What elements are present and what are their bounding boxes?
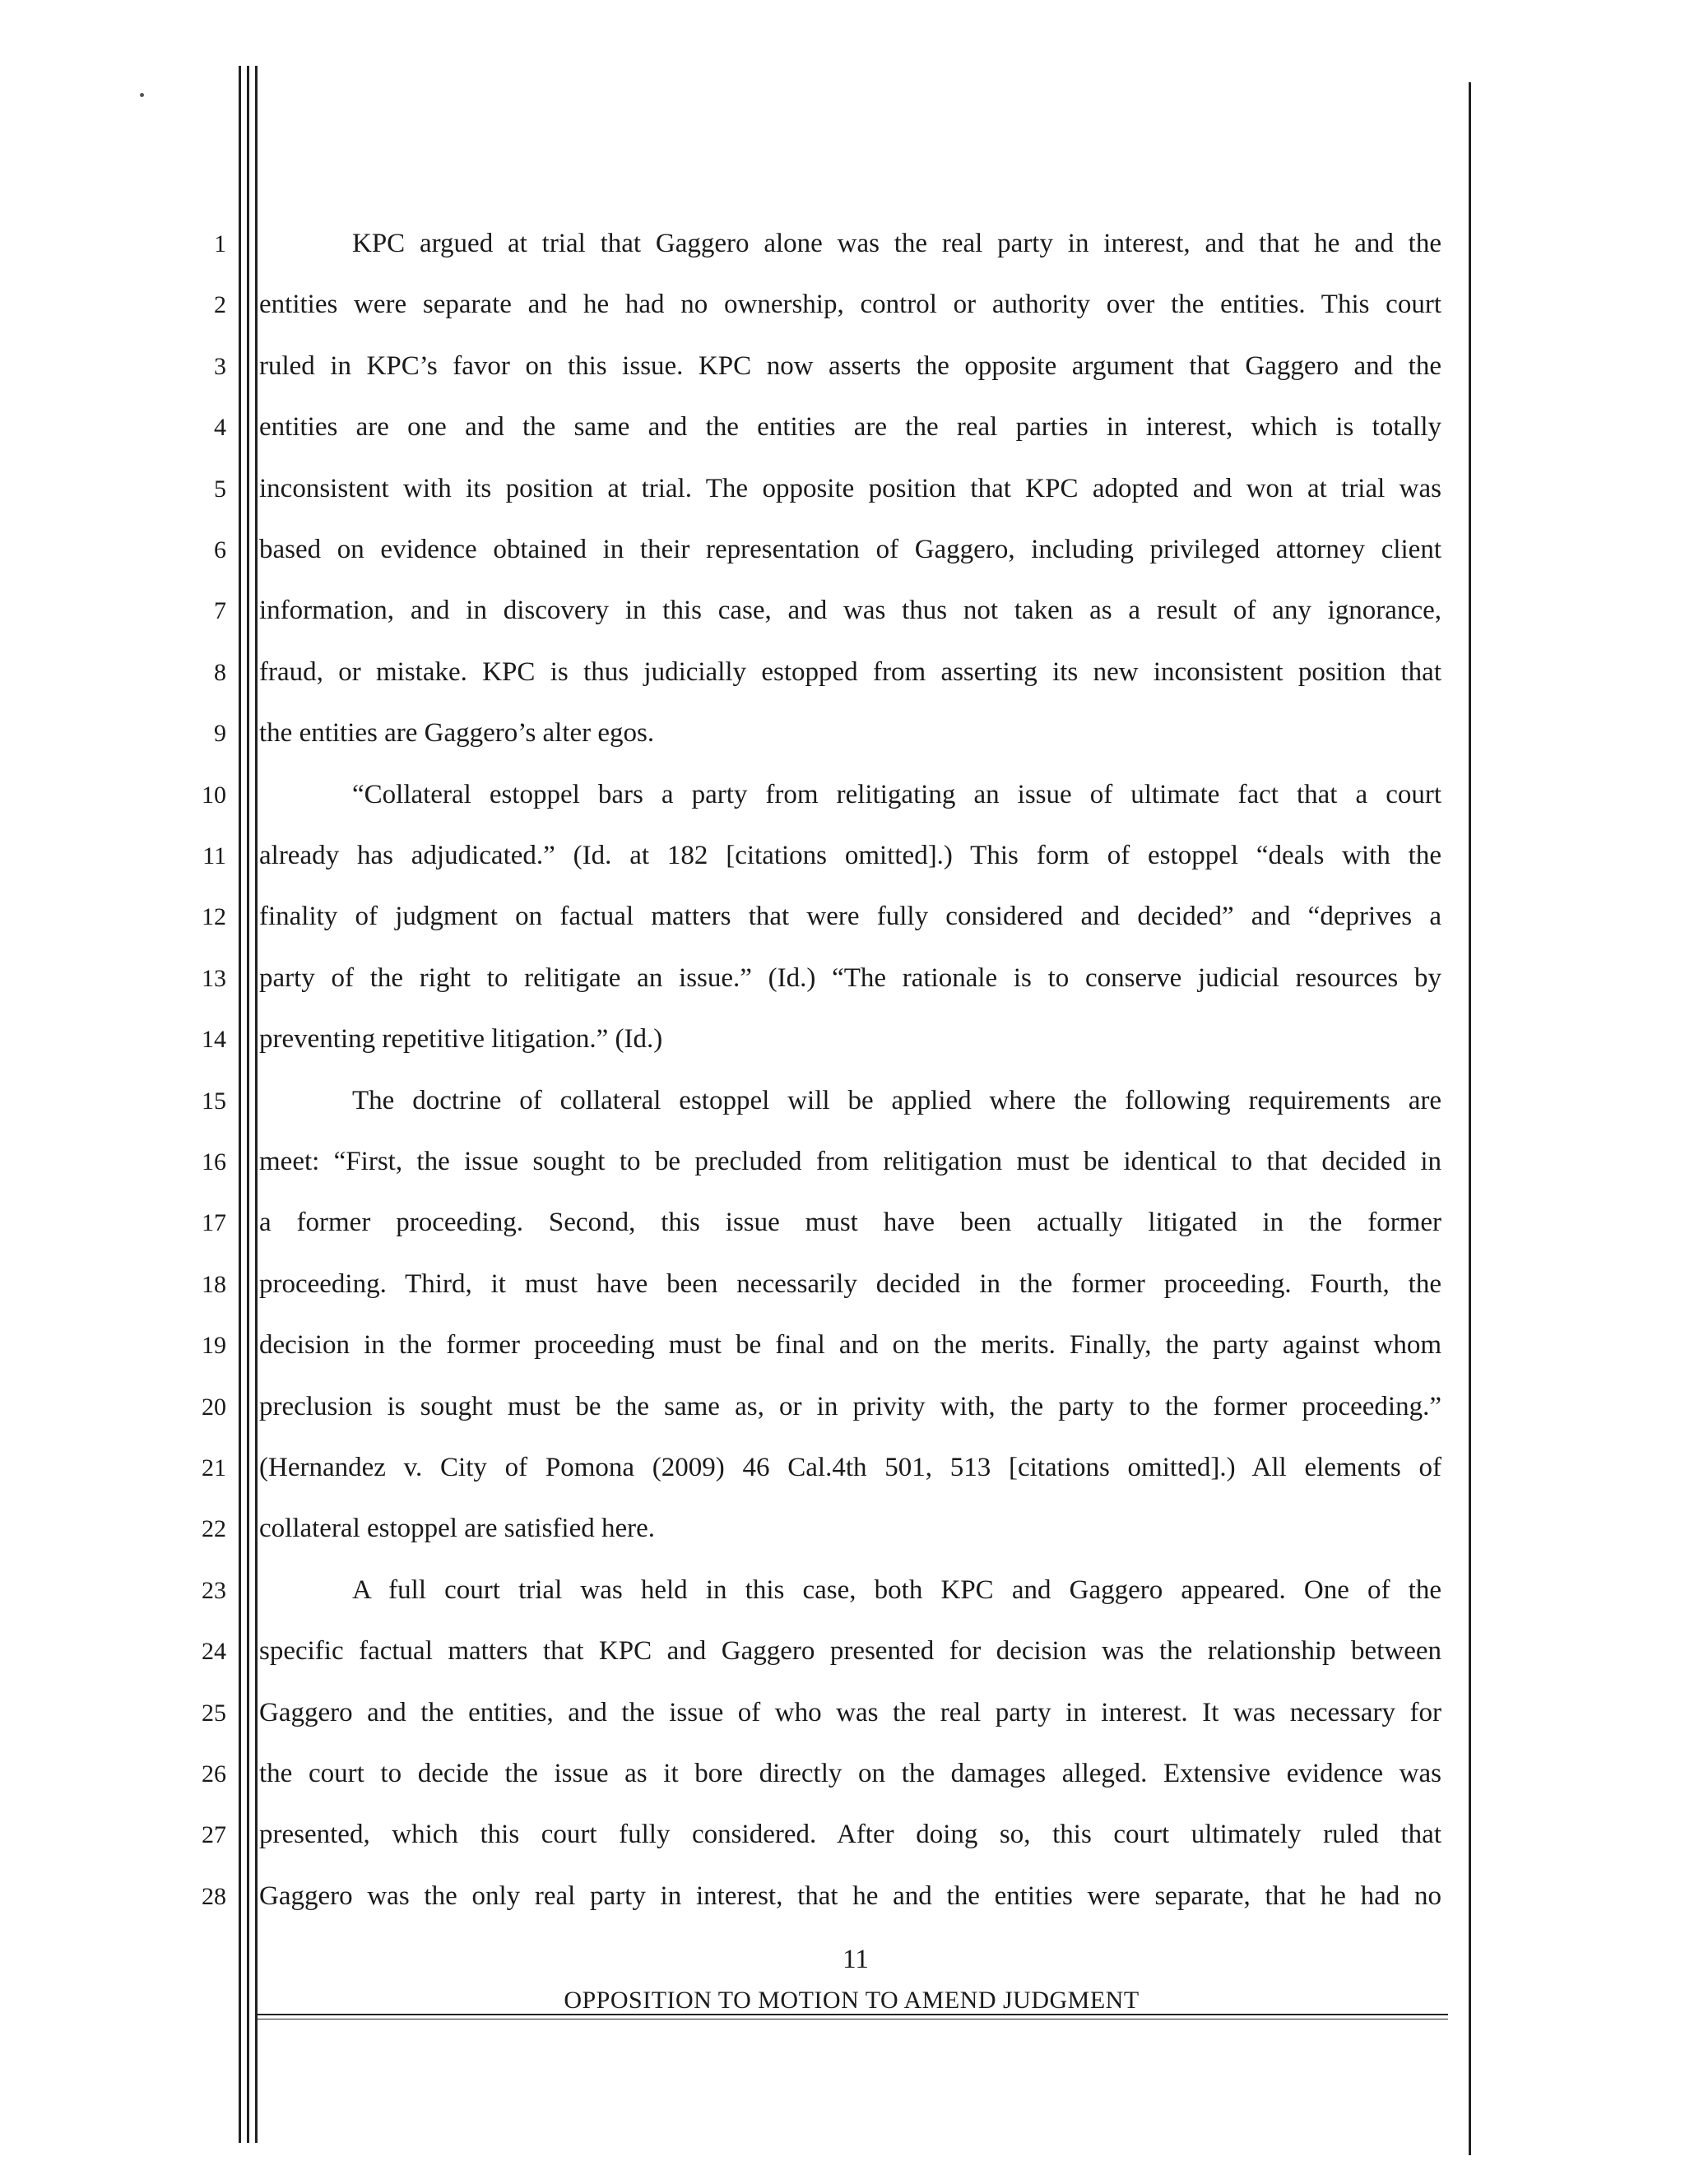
body-text-line: party of the right to relitigate an issue.” (Id.) “The rationale is to conserve judicial resources by [259,962,1441,993]
body-text-line: meet: “First, the issue sought to be precluded from relitigation must be identical to that decided in [259,1147,1441,1176]
line-number: 11 [202,842,226,869]
line-number: 21 [202,1454,226,1482]
line-number: 12 [202,903,226,931]
body-text-line: ruled in KPC’s favor on this issue. KPC now asserts the opposite argument that Gaggero and the [259,350,1441,381]
body-text-line: preventing repetitive litigation.” (Id.) [259,1024,663,1055]
line-number: 6 [214,536,226,563]
line-number: 9 [214,720,226,748]
body-text-line: based on evidence obtained in their representation of Gaggero, including privileged attorney client [259,535,1441,564]
body-text-line: a former proceeding. Second, this issue must have been actually litigated in the former [259,1208,1441,1238]
left-margin-rule [239,66,241,2143]
body-text-line: Gaggero and the entities, and the issue of who was the real party in interest. It was necessary for [259,1697,1441,1727]
footer-title: OPPOSITION TO MOTION TO AMEND JUDGMENT [564,1987,1140,2014]
line-number: 13 [202,964,226,992]
line-number: 5 [214,475,226,503]
line-number: 22 [202,1515,226,1543]
body-text-line: collateral estoppel are satisfied here. [259,1514,656,1544]
line-number: 14 [202,1026,226,1054]
body-text-line: the entities are Gaggero’s alter egos. [259,718,655,749]
right-margin-rule [1469,82,1471,2155]
body-text-line: (Hernandez v. City of Pomona (2009) 46 Cal.4th 501, 513 [citations omitted].) All elements of [259,1453,1441,1482]
scan-speck [140,93,144,97]
line-number: 18 [202,1270,226,1298]
body-text-line: already has adjudicated.” (Id. at 182 [citations omitted].) This form of estoppel “deals with the [259,841,1441,870]
body-text-line: decision in the former proceeding must be final and on the merits. Finally, the party against whom [259,1330,1441,1361]
left-margin-rule [247,66,249,2143]
line-number: 8 [214,658,226,686]
body-text-line: “Collateral estoppel bars a party from relitigating an issue of ultimate fact that a court [352,779,1441,809]
body-text-line: proceeding. Third, it must have been necessarily decided in the former proceeding. Fourth, the [259,1268,1441,1299]
line-number: 25 [202,1699,226,1727]
line-number: 24 [202,1638,226,1666]
body-text-line: A full court trial was held in this case, both KPC and Gaggero appeared. One of the [352,1574,1441,1605]
line-number: 3 [214,352,226,380]
body-text-line: Gaggero was the only real party in interest, that he and the entities were separate, that he had no [259,1880,1441,1911]
body-text-line: The doctrine of collateral estoppel will be applied where the following requirements are [352,1085,1441,1115]
body-text-line: preclusion is sought must be the same as, or in privity with, the party to the former proceeding.” [259,1391,1441,1421]
line-number: 19 [202,1332,226,1360]
body-text-line: specific factual matters that KPC and Gaggero presented for decision was the relationship between [259,1636,1441,1667]
line-number: 26 [202,1760,226,1788]
line-number: 10 [202,781,226,809]
page-number: 11 [842,1945,869,1974]
line-number: 4 [214,414,226,442]
line-number: 7 [214,597,226,625]
line-number: 15 [202,1087,226,1115]
line-number: 17 [202,1209,226,1237]
body-text-line: inconsistent with its position at trial. The opposite position that KPC adopted and won at trial was [259,473,1441,503]
body-text-line: entities are one and the same and the entities are the real parties in interest, which is totally [259,412,1441,443]
body-text-line: entities were separate and he had no ownership, control or authority over the entities. This court [259,290,1441,320]
body-text-line: the court to decide the issue as it bore directly on the damages alleged. Extensive evidence was [259,1759,1441,1788]
line-number: 28 [202,1882,226,1910]
body-text-line: KPC argued at trial that Gaggero alone was the real party in interest, and that he and the [352,229,1441,258]
body-text-line: information, and in discovery in this case, and was thus not taken as a result of any ignorance, [259,596,1441,626]
line-number: 20 [202,1393,226,1421]
body-text-line: finality of judgment on factual matters that were fully considered and decided” and “deprives a [259,902,1441,932]
line-number: 16 [202,1148,226,1175]
body-text-line: presented, which this court fully considered. After doing so, this court ultimately ruled that [259,1820,1441,1850]
body-text-line: fraud, or mistake. KPC is thus judicially estopped from asserting its new inconsistent position that [259,656,1441,687]
line-number: 2 [214,291,226,319]
line-number: 1 [214,230,226,257]
line-number: 27 [202,1821,226,1849]
left-margin-rule [255,66,258,2143]
line-number: 23 [202,1576,226,1604]
